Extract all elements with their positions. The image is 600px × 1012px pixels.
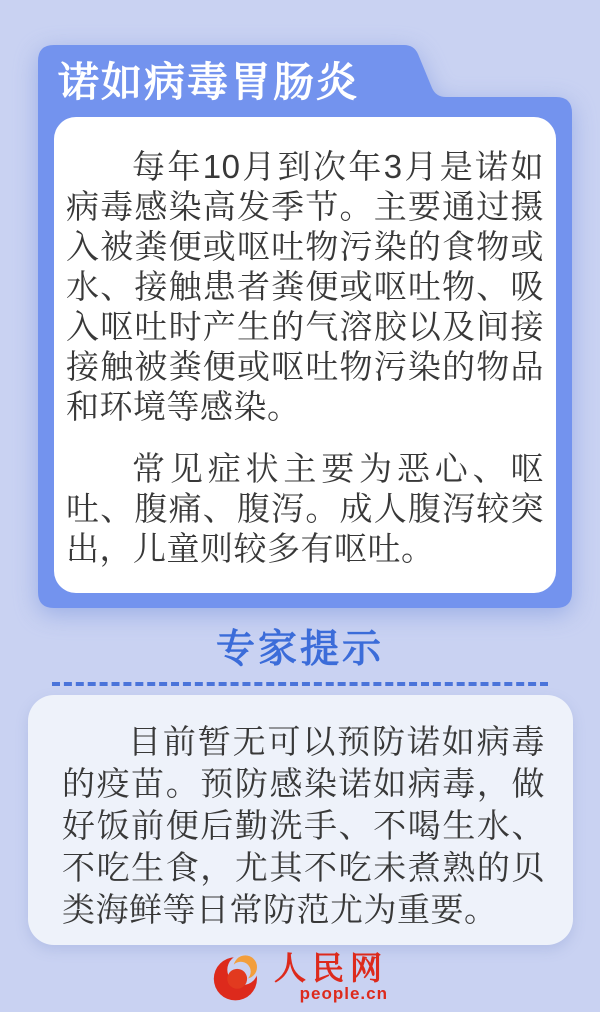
logo-name-text: 人民网: [273, 949, 388, 986]
expert-tips-card: [28, 695, 573, 945]
expert-tip-paragraph: 目前暂无可以预防诺如病毒的疫苗。预防感染诺如病毒，做好饭前便后勤洗手、不喝生水、不吃生食，尤其不吃未煮熟的贝类海鲜等日常防范尤为重要。: [62, 723, 545, 928]
info-paragraph-season-transmission: 每年10月到次年3月是诺如病毒感染高发季节。主要通过摄入被粪便或呕吐物污染的食物或水、接触患者粪便或呕吐物、吸入呕吐时产生的气溶胶以及间接接触被粪便或呕吐物污染的物品和环境等感染。: [66, 148, 544, 425]
dashed-divider: [52, 682, 548, 686]
page-title: 诺如病毒胃肠炎: [58, 59, 359, 105]
info-card: [54, 117, 556, 593]
logo-domain-text: people.cn: [299, 983, 388, 1003]
logo-text-block: [273, 949, 388, 1003]
info-paragraph-symptoms: 常见症状主要为恶心、呕吐、腹痛、腹泻。成人腹泻较突出，儿童则较多有呕吐。: [66, 450, 544, 567]
expert-tips-heading: 专家提示: [215, 628, 384, 671]
people-cn-swirl-icon: [212, 950, 266, 1004]
people-cn-logo: [0, 948, 600, 1006]
